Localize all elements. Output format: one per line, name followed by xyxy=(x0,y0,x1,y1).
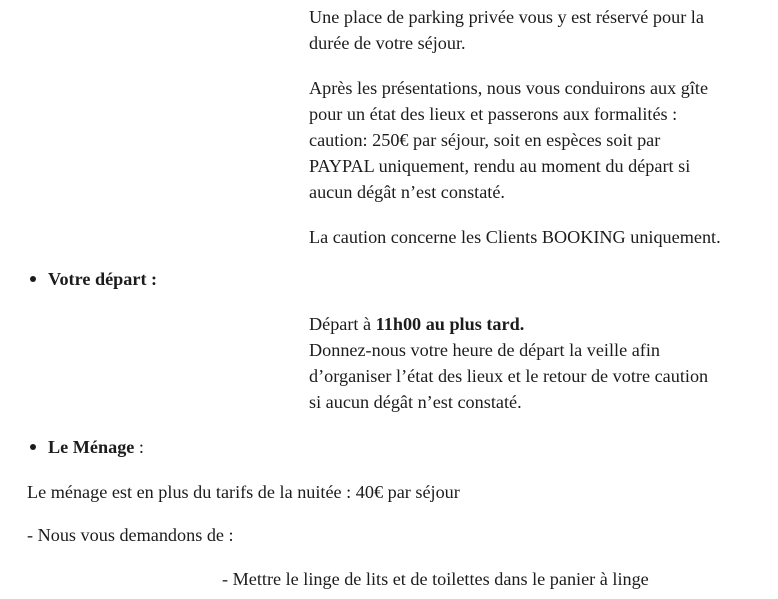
formalities-line-1: Après les présentations, nous vous conduirons aux gîte xyxy=(309,78,709,98)
departure-detail-line-3: si aucun dégât n’est constaté. xyxy=(309,392,522,412)
parking-line-2: durée de votre séjour. xyxy=(309,33,466,53)
departure-time-prefix: Départ à xyxy=(309,314,376,334)
bullet-icon xyxy=(30,276,36,282)
departure-time xyxy=(309,311,524,337)
cleaning-fee: Le ménage est en plus du tarifs de la nuitée : 40€ par séjour xyxy=(27,482,460,502)
cleaning-heading-text: Le Ménage xyxy=(48,437,135,457)
formalities-line-5: aucun dégât n’est constaté. xyxy=(309,182,505,202)
bullet-icon xyxy=(30,444,36,450)
departure-heading-text: Votre départ : xyxy=(48,269,158,289)
formalities-line-4: PAYPAL uniquement, rendu au moment du départ si xyxy=(309,156,691,176)
formalities-line-3: caution: 250€ par séjour, soit en espèces soit par xyxy=(309,130,661,150)
departure-detail-line-1: Donnez-nous votre heure de départ la veille afin xyxy=(309,340,660,360)
formalities-line-2: pour un état des lieux et passerons aux formalités : xyxy=(309,104,678,124)
departure-time-bold: 11h00 au plus tard. xyxy=(375,314,525,334)
departure-detail-line-2: d’organiser l’état des lieux et le retour de votre caution xyxy=(309,366,709,386)
cleaning-request-intro: - Nous vous demandons de : xyxy=(27,525,234,545)
cleaning-heading-suffix: : xyxy=(134,437,144,457)
booking-note: La caution concerne les Clients BOOKING uniquement. xyxy=(309,227,721,247)
cleaning-request-item: - Mettre le linge de lits et de toilettes dans le panier à linge xyxy=(222,569,649,589)
cleaning-heading xyxy=(27,434,144,460)
departure-heading xyxy=(27,266,157,292)
parking-line-1: Une place de parking privée vous y est réservé pour la xyxy=(309,7,704,27)
